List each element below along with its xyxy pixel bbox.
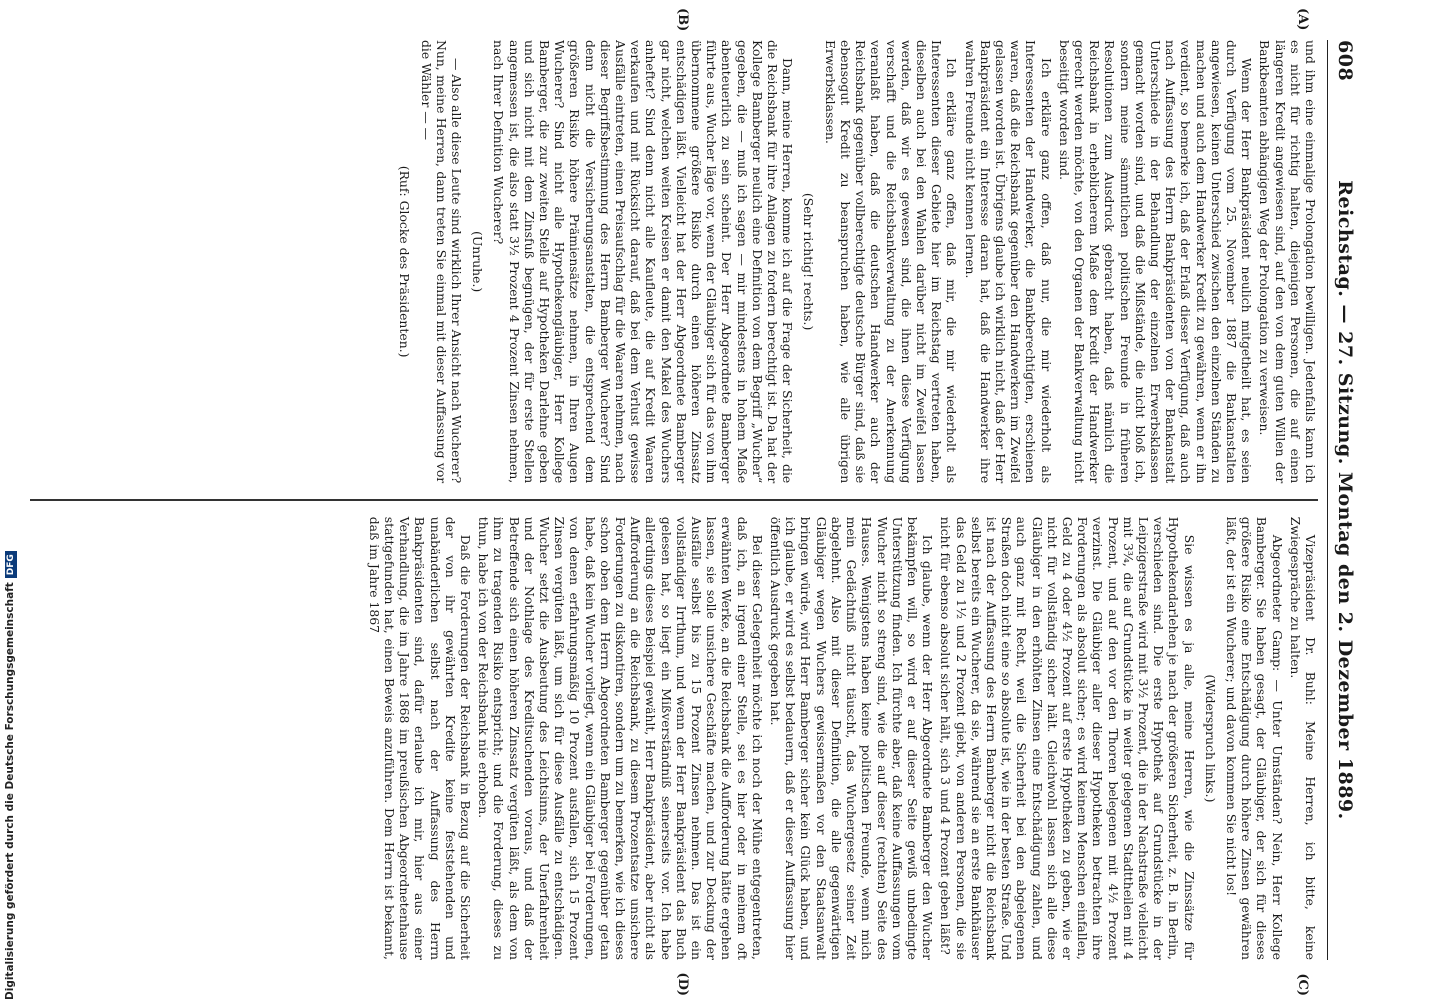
paragraph: Abgeordneter Gamp: — Unter Umständen? Nein, Herr Kollege Bamberger. Sie haben gesagt, der Gläubiger, der sich für dieses größere Risiko eine Entschädigung durch höhere Zinsen gewähren läßt, der ist ein Wucherer; und davon kommen Sie nicht los! <box>1223 516 1285 960</box>
paragraph: Ich erkläre ganz offen, daß mir, die mir wiederholt als Interessenten dieser Gebiete hier im Reichstag vertreten haben, dieselben auch bei den Wahlen darüber nicht im Zweifel lassen werden, daß wir es gewesen sind, die ihnen diese Verfügung verschafft und die Reichsbankverwaltung zu der Anerkennung veranlaßt haben, daß die deutschen Handwerker auch der Reichsbank gegenüber vollberechtigte deutsche Bürger sind, daß sie ebensogut Kredit zu beanspruchen haben, wie alle übrigen Erwerbsklassen. <box>822 40 960 484</box>
paragraph: Ich erkläre ganz offen, daß nur, die mir wiederholt als Interessenten der Handwerker, die Bankberechtigten, erschienen waren, daß die Reichsbank gegenüber den Handwerkern im Zweifel gelassen worden ist. Übrigens glaube ich wirklich nicht, daß der Herr Bankpräsident ein Interesse daran hat, daß die Handwerker ihre wahren Freunde nicht kennen lernen. <box>962 40 1054 484</box>
paragraph: und ihm eine einmalige Prolongation bewilligen. Jedenfalls kann ich es nicht für richtig halten, diejenigen Personen, die auf einen längeren Kredit angewiesen sind, auf den von dem guten Willen der Bankbeamten abhängigen Weg der Prolongation zu verweisen. <box>1257 40 1318 484</box>
paragraph: Bei dieser Gelegenheit möchte ich noch der Mühe entgegentreten, daß ich, an irgend einer Stelle, sei es hier oder in meinem oft erwähnten Werke, an die Reichsbank die Aufforderung hätte ergehen lassen, sie solle unsichere Geschäfte machen, und zur Deckung der Ausfälle selbst bis zu 15 Prozent Zinsen nehmen. Das ist ein vollständiger Irrthum, und wenn der Herr Bankpräsident das Buch gelesen hat, so liegt ein Mißverständniß seinerseits vor. Ich habe allerdings dieses Beispiel gewählt, Herr Bankpräsident, aber nicht als Aufforderung an die Reichsbank, zu diesem Prozentsatze unsichere Forderungen zu diskontiren, sondern um zu bemerken, wie ich dieses schon oben dem Herrn Abgeordneten Bamberger gegenüber getan habe, daß kein Wucher vorliegt, wenn ein Gläubiger bei Forderungen, von denen erfahrungsmäßig 10 Prozent ausfallen, sich 15 Prozent Zinsen vergüten läßt, um sich für diese Ausfälle zu entschädigen. Wucher setzt die Ausbeutung des Leichtsinns, der Unerfahrenheit und der Nothlage des Kreditsuchenden voraus, und daß der Betreffende sich einen höheren Zinssatz vergüten läßt, als dem von ihm zu tragenden Risiko entspricht; und die Forderung, dieses zu thun, habe ich von der Reichsbank nie erhoben. <box>476 516 765 960</box>
margin-mark-b: (B) <box>675 8 690 32</box>
text-columns <box>30 40 1318 960</box>
left-column <box>30 40 1318 499</box>
paragraph: Dann, meine Herren, komme ich auf die Frage der Sicherheit, die die Reichsbank für ihre Anlagen zu fordern berechtigt ist. Da hat der Kollege Bamberger neulich eine Definition von dem Begriff „Wucher“ gegeben, die — muß ich sagen — mir mindestens in hohem Maße abenteuerlich zu sein scheint. Der Herr Abgeordnete Bamberger führte aus, Wucher läge vor, wenn der Gläubiger sich für das von ihm übernommene größere Risiko durch einen höheren Zinssatz entschädigen läßt. Vielleicht hat der Herr Abgeordnete Bamberger gar nicht, welchen weiten Kreisen er damit den Makel des Wuchers anheftet? Sind denn nicht alle Kaufleute, die auf Kredit Waaren verkaufen und mit Rücksicht darauf, daß bei dem Verlust gewisse Ausfälle eintreten, einen Preisaufschlag für die Waaren nehmen, nach dieser Begriffsbestimmung des Herrn Bamberger Wucherer? Sind denn nicht die Versicherungsanstalten, die entsprechend dem größeren Risiko höhere Prämiensätze nehmen, in Ihren Augen Wucherer? Sind nicht alle Hypothekengläubiger, Herr Kollege Bamberger, die zur zweiten Stelle auf Hypotheken Darlehne geben und sich nicht mit dem Zinsfuß begnügen, der für erste Stellen angemessen ist, die also statt 3½ Prozent 4 Prozent Zinsen nehmen, nach Ihrer Definition Wucherer? <box>491 40 796 484</box>
paragraph: Sie wissen es ja alle, meine Herren, wie die Zinssätze für Hypothekendarlehen je nach der größeren Sicherheit, z. B. in Berlin, verschieden sind. Die erste Hypothek auf Grundstücke in der Leipzigerstraße wird mit 3½ Prozent, die in der Nachstraße vielleicht mit 3¾, die auf Grundstücke in weiter gelegenen Stadttheilen mit 4 Prozent, und auf den vor den Thoren belegenen mit 4½ Prozent verzinst. Die Gläubiger aller dieser Hypotheken betrachten ihre Forderungen als absolut sicher; es wird keinem Menschen einfallen, Geld zu 4 oder 4½ Prozent auf erste Hypotheken zu geben, wie er nicht für vollständig sicher hält. Gleichwohl lassen sich alle diese Gläubiger in den erhöhten Zinsen eine Entschädigung zahlen, und auch ganz mit Recht, weil die Sicherheit bei den abgelegenen Straßen doch nicht eine so absolute ist, wie in der besten Straße. Und ist nach der Auffassung des Herrn Bamberger nicht die Reichsbank selbst bereits ein Wucherer, da sie, während sie an erste Bankhäuser das Geld zu 1½ und 2 Prozent giebt, von anderen Personen, die sie nicht für ebenso absolut sicher hält, sich 3 und 4 Prozent geben läßt? <box>938 516 1197 960</box>
interjection: (Widerspruch links.) <box>1202 674 1218 803</box>
margin-mark-d: (D) <box>675 972 690 996</box>
page-title: Reichstag. — 27. Sitzung. Montag den 2. Dezember 1889. <box>1334 180 1356 820</box>
page-header <box>1327 40 1358 960</box>
paragraph: Wenn der Herr Bankpräsident neulich mitgetheilt hat, es seien durch Verfügung vom 25. November 1887 die Bankanstalten angewiesen, keinen Unterschied zwischen den einzelnen Ständen zu machen und auch dem Handwerker Kredit zu gewähren, wenn er ihn verdient, so bemerke ich, daß der Erlaß dieser Verfügung, daß auch nach Auffassung des Herrn Bankpräsidenten von der Bankanstalt Unterschiede in der Behandlung der einzelnen Erwerbsklassen gemacht worden sind, und daß die Mißstände, die nicht bloß ich, sondern meine sämmtlichen politischen Freunde in früheren Resolutionen zum Ausdruck gebracht haben, daß nämlich die Reichsbank in erheblicherem Maße dem Kredit der Handwerker gerecht werden möchte, von den Organen der Bankverwaltung nicht beseitigt worden sind. <box>1056 40 1255 484</box>
interjection: (Unruhe.) <box>470 231 486 293</box>
page-number: 608 <box>1334 40 1356 82</box>
credit-text: Digitalisierung gefördert durch die Deutsche Forschungsgemeinschaft <box>4 582 16 1000</box>
interjection: (Ruf: Glocke des Präsidenten.) <box>397 165 413 358</box>
margin-mark-a: (A) <box>1295 8 1310 31</box>
interjection: (Sehr richtig! rechts.) <box>801 192 817 331</box>
paragraph: — Also alle diese Leute sind wirklich Ihrer Ansicht nach Wucherer? Nun, meine Herren, dann treten Sie einmal mit dieser Auffassung vor die Wähler — — <box>418 40 465 484</box>
right-column <box>30 501 1318 960</box>
paragraph: Ich glaube, wenn der Herr Abgeordnete Bamberger den Wucher bekämpfen will, so wird er auf dieser Seite gewiß unbedingte Unterstützung finden. Ich fürchte aber, daß keine Auffassungen vom Wucher nicht so streng sind, wie die auf dieser (rechten) Seite des Hauses. Wenigstens haben keine politischen Freunde, wenn mich mein Gedächtniß nicht täuscht, das Wuchergesetz seiner Zeit abgelehnt. Also mit dieser Definition, die alle gegenwärtigen Gläubiger wegen Wuchers gewissermaßen vor den Staatsanwalt bringen würde, wird Herr Bamberger sicher kein Glück haben, und ich glaube, er wird es selbst bedauern, daß er dieser Auffassung hier öffentlich Ausdruck gegeben hat. <box>768 516 936 960</box>
margin-mark-c: (C) <box>1295 973 1310 996</box>
paragraph: Vizepräsident Dr. Buhl: Meine Herren, ich bitte, keine Zwiegespräche zu halten. <box>1287 516 1318 960</box>
paragraph: Daß die Forderungen der Reichsbank in Bezug auf die Sicherheit der von ihr gewährten Kredite keine feststehenden und unabänderlichen selbst nach der Auffassung des Herrn Bankpräsidenten sind, dafür erlaube ich mir, hier aus einer Verhandlung, die im Jahre 1868 im preußischen Abgeordnetenhause stattgefunden hat, einen Beweis anzuführen. Dem Herrn ist bekannt, daß im Jahre 1867 <box>366 516 474 960</box>
digitization-credit <box>4 554 17 1000</box>
dfg-logo: DFG <box>5 551 17 578</box>
